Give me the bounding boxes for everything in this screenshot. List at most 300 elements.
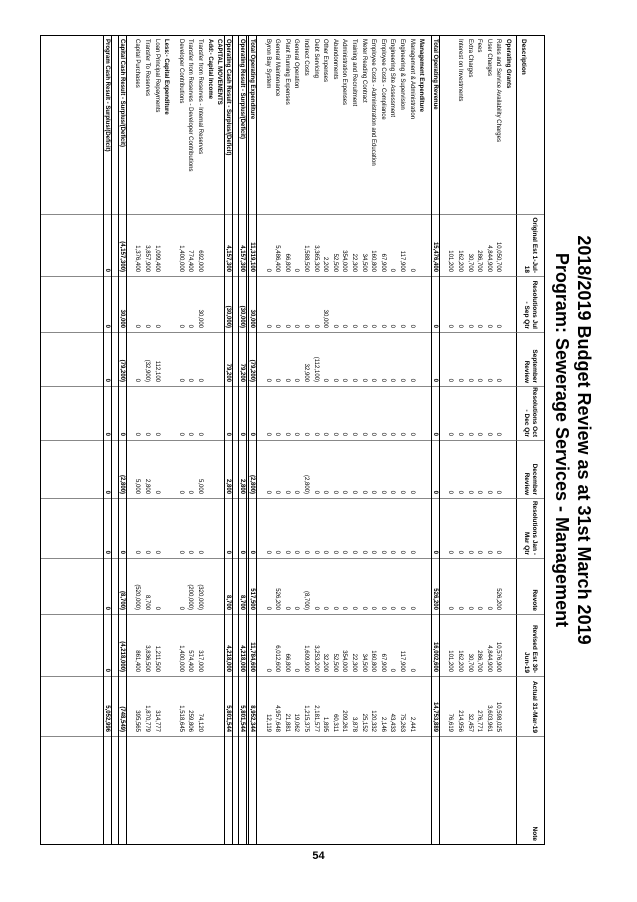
cell-res1: 0 bbox=[177, 324, 184, 328]
cell-orig: 1,099,400 bbox=[153, 245, 160, 272]
total-row bbox=[103, 36, 112, 844]
cell-sep: 0 bbox=[457, 378, 463, 382]
cell-res1: 0 bbox=[495, 324, 502, 328]
cell-res1: 0 bbox=[466, 324, 473, 328]
cell-rev: 0 bbox=[389, 606, 396, 610]
cell-note bbox=[119, 736, 126, 840]
cell-res3: 0 bbox=[239, 550, 246, 554]
cell-res2 bbox=[503, 386, 512, 436]
table-row bbox=[387, 36, 396, 844]
header-actual: Actual 31-Mar-19 bbox=[516, 676, 544, 736]
cell-orig: 2,200 bbox=[322, 256, 329, 272]
cell-actual: 2,441 bbox=[408, 716, 415, 732]
cell-res1: 0 bbox=[303, 324, 309, 328]
cell-dec: 2,800 bbox=[224, 478, 231, 494]
table-row bbox=[464, 36, 473, 844]
cell-dec: 5,000 bbox=[197, 478, 203, 494]
cell-res2 bbox=[204, 386, 213, 436]
cell-res3: 0 bbox=[370, 550, 377, 554]
cell-res3: 0 bbox=[283, 550, 290, 554]
cell-dec: 0 bbox=[466, 490, 473, 494]
cell-res2: 0 bbox=[322, 432, 329, 436]
cell-res3: 0 bbox=[249, 550, 255, 554]
cell-res2: 0 bbox=[457, 432, 463, 436]
cell-revised: 354,000 bbox=[341, 650, 348, 672]
cell-rev: 0 bbox=[331, 606, 338, 610]
cell-sep: 79,200 bbox=[224, 363, 231, 382]
cell-desc: Fees bbox=[476, 39, 483, 53]
cell-res2: 0 bbox=[303, 432, 309, 436]
total-row bbox=[248, 36, 257, 844]
cell-desc: Transfer from Reserves - Developer Contributions bbox=[187, 39, 194, 172]
cell-res1: 30,000 bbox=[197, 309, 203, 328]
cell-sep: 0 bbox=[274, 378, 281, 382]
header-res3: Resolutions Jan - Mar Qtr bbox=[516, 498, 544, 558]
cell-res2: 0 bbox=[274, 432, 281, 436]
cell-note bbox=[104, 736, 111, 840]
cell-orig: 4,157,300 bbox=[224, 245, 231, 272]
cell-desc: Management & Administration bbox=[408, 39, 415, 120]
cell-note bbox=[358, 736, 367, 840]
cell-rev bbox=[161, 558, 170, 610]
cell-res3: 0 bbox=[408, 550, 415, 554]
cell-revised: 30,700 bbox=[466, 653, 473, 672]
rotated-budget-page bbox=[40, 35, 595, 845]
cell-note bbox=[132, 736, 141, 840]
cell-note bbox=[272, 736, 281, 840]
cell-res3 bbox=[503, 498, 512, 554]
table-row bbox=[378, 36, 387, 844]
cell-revised: 3,836,500 bbox=[144, 645, 150, 672]
budget-table bbox=[40, 35, 545, 845]
cell-res2: 0 bbox=[153, 432, 160, 436]
cell-desc: Rates and Service Availability Charges bbox=[495, 39, 502, 142]
cell-res3: 0 bbox=[389, 550, 396, 554]
cell-actual: 120,332 bbox=[370, 710, 377, 732]
cell-note bbox=[291, 736, 300, 840]
cell-res1 bbox=[204, 276, 213, 328]
table-row bbox=[397, 36, 406, 844]
cell-sep: 0 bbox=[379, 378, 386, 382]
cell-res3: 0 bbox=[379, 550, 386, 554]
cell-res3: 0 bbox=[341, 550, 348, 554]
cell-res2: 0 bbox=[360, 432, 367, 436]
cell-actual: 1,895 bbox=[322, 716, 329, 732]
cell-dec: 0 bbox=[360, 490, 367, 494]
total-row bbox=[238, 36, 247, 844]
cell-sep: (32,900) bbox=[144, 359, 150, 382]
cell-revised: (4,218,000) bbox=[118, 641, 125, 672]
cell-res1: 0 bbox=[476, 324, 483, 328]
cell-res3: 0 bbox=[274, 550, 281, 554]
cell-desc: Abandonments bbox=[331, 39, 338, 80]
cell-res3: 0 bbox=[312, 550, 319, 554]
cell-orig: 66,800 bbox=[283, 253, 290, 272]
cell-actual: 2,146 bbox=[379, 716, 386, 732]
cell-actual: 14,753,889 bbox=[431, 701, 438, 732]
table-row bbox=[176, 36, 185, 844]
cell-res2: 0 bbox=[370, 432, 377, 436]
cell-revised: 0 bbox=[264, 668, 271, 672]
cell-orig: 0 bbox=[293, 268, 300, 272]
cell-res3: 0 bbox=[399, 550, 405, 554]
cell-desc: Less:- Capital Expenditure bbox=[163, 39, 170, 115]
cell-desc: Meter Reading Contract bbox=[360, 39, 367, 103]
cell-orig: 52,500 bbox=[331, 253, 338, 272]
cell-desc: Transfer To Reserves bbox=[144, 39, 150, 97]
cell-orig: 774,400 bbox=[187, 250, 194, 272]
cell-res1 bbox=[161, 276, 170, 328]
cell-revised: 0 bbox=[389, 668, 396, 672]
cell-res3: 0 bbox=[187, 550, 194, 554]
cell-orig: 34,500 bbox=[360, 253, 367, 272]
cell-actual: 43,433 bbox=[389, 713, 396, 732]
cell-dec: 0 bbox=[447, 490, 454, 494]
cell-note bbox=[387, 736, 396, 840]
cell-dec: 0 bbox=[322, 490, 329, 494]
cell-revised: 6,012,600 bbox=[274, 645, 281, 672]
cell-res3 bbox=[204, 498, 213, 554]
cell-res1: 0 bbox=[293, 324, 300, 328]
table-row bbox=[406, 36, 415, 844]
cell-desc: Management Expenditure bbox=[418, 39, 425, 113]
cell-rev: 0 bbox=[153, 606, 160, 610]
cell-res3: 0 bbox=[485, 550, 492, 554]
table-row bbox=[330, 36, 339, 844]
cell-revised bbox=[503, 614, 512, 672]
cell-desc: Engineering & Supervision bbox=[399, 39, 405, 110]
cell-actual bbox=[214, 676, 223, 732]
cell-actual: 3,878 bbox=[351, 716, 357, 732]
cell-rev: 0 bbox=[322, 606, 329, 610]
cell-orig: 3,365,300 bbox=[312, 245, 319, 272]
cell-actual: 21,881 bbox=[283, 713, 290, 732]
cell-dec: 0 bbox=[408, 490, 415, 494]
cell-sep: 0 bbox=[466, 378, 473, 382]
cell-res2: 0 bbox=[134, 432, 141, 436]
cell-desc: Plant Running Expenses bbox=[283, 39, 290, 105]
cell-orig: 692,000 bbox=[197, 250, 203, 272]
cell-dec: 0 bbox=[104, 490, 111, 494]
cell-rev: 526,200 bbox=[274, 588, 281, 610]
cell-orig bbox=[204, 214, 213, 272]
cell-rev: 8,700 bbox=[224, 594, 231, 610]
cell-res1 bbox=[503, 276, 512, 328]
cell-revised: 67,900 bbox=[379, 653, 386, 672]
cell-revised: 0 bbox=[408, 668, 415, 672]
cell-res2: 0 bbox=[312, 432, 319, 436]
cell-sep: 0 bbox=[476, 378, 483, 382]
table-row bbox=[291, 36, 300, 844]
cell-actual bbox=[416, 676, 425, 732]
total-row bbox=[224, 36, 233, 844]
cell-desc: Capital Cash Result - Surplus/(Deficit) bbox=[118, 39, 125, 148]
cell-res1: 0 bbox=[370, 324, 377, 328]
cell-res2: 0 bbox=[389, 432, 396, 436]
cell-orig bbox=[214, 214, 223, 272]
cell-note bbox=[214, 736, 223, 840]
cell-sep: 0 bbox=[370, 378, 377, 382]
cell-res1: 0 bbox=[134, 324, 141, 328]
cell-note bbox=[484, 736, 493, 840]
cell-rev bbox=[416, 558, 425, 610]
cell-note bbox=[320, 736, 329, 840]
report-title: 2018/2019 Budget Review as at 31st March 2019 bbox=[574, 235, 594, 645]
cell-sep: 112,100 bbox=[153, 360, 160, 382]
header-note: Note bbox=[516, 736, 544, 844]
cell-orig: 354,000 bbox=[341, 250, 348, 272]
cell-note bbox=[185, 736, 194, 840]
cell-rev: (520,000) bbox=[134, 584, 141, 610]
cell-sep: 0 bbox=[408, 378, 415, 382]
cell-actual: 1,518,645 bbox=[177, 705, 184, 732]
cell-sep: 0 bbox=[351, 378, 357, 382]
table-row bbox=[455, 36, 464, 844]
cell-revised: 286,700 bbox=[476, 650, 483, 672]
table-row bbox=[349, 36, 358, 844]
cell-note bbox=[176, 736, 185, 840]
cell-dec: 0 bbox=[389, 490, 396, 494]
cell-res2: 0 bbox=[476, 432, 483, 436]
cell-actual: 10,598,025 bbox=[495, 701, 502, 732]
cell-sep: (112,100) bbox=[312, 356, 319, 382]
cell-revised bbox=[214, 614, 223, 672]
cell-res1: 0 bbox=[187, 324, 194, 328]
cell-res3: 0 bbox=[264, 550, 271, 554]
cell-res2: 0 bbox=[485, 432, 492, 436]
cell-sep: (79,200) bbox=[249, 359, 255, 382]
cell-sep: 32,900 bbox=[303, 363, 309, 382]
cell-rev bbox=[503, 558, 512, 610]
cell-dec: 0 bbox=[495, 490, 502, 494]
cell-res1: 0 bbox=[351, 324, 357, 328]
cell-note bbox=[225, 736, 232, 840]
cell-note bbox=[195, 736, 204, 840]
cell-res1: 0 bbox=[104, 324, 111, 328]
cell-orig: 1,376,400 bbox=[134, 245, 141, 272]
cell-res2 bbox=[416, 386, 425, 436]
cell-dec: 0 bbox=[370, 490, 377, 494]
cell-sep: 0 bbox=[293, 378, 300, 382]
cell-res2: 0 bbox=[495, 432, 502, 436]
cell-res1: 0 bbox=[399, 324, 405, 328]
cell-actual: 19,062 bbox=[293, 713, 300, 732]
cell-revised bbox=[204, 614, 213, 672]
cell-revised: 66,800 bbox=[283, 653, 290, 672]
cell-note bbox=[432, 736, 439, 840]
cell-note bbox=[282, 736, 291, 840]
cell-rev bbox=[214, 558, 223, 610]
header-rev: Revote bbox=[516, 558, 544, 614]
cell-rev: (200,000) bbox=[187, 584, 194, 610]
cell-revised: 4,844,900 bbox=[485, 645, 492, 672]
cell-actual: 214,956 bbox=[457, 710, 463, 732]
cell-note bbox=[378, 736, 387, 840]
cell-revised: 4,218,000 bbox=[224, 645, 231, 672]
cell-orig: 101,200 bbox=[447, 250, 454, 272]
cell-note bbox=[151, 736, 160, 840]
cell-desc: Other Expenses bbox=[322, 39, 329, 83]
cell-note bbox=[464, 736, 473, 840]
cell-sep bbox=[204, 332, 213, 382]
cell-desc: Operating Grants bbox=[505, 39, 511, 89]
cell-desc: Engineering Site Assessment bbox=[389, 39, 396, 118]
table-row bbox=[474, 36, 483, 844]
table-row bbox=[214, 36, 223, 844]
cell-note bbox=[330, 736, 339, 840]
cell-res2: 0 bbox=[466, 432, 473, 436]
cell-res3: 0 bbox=[104, 550, 111, 554]
header-res2: Resolutions Oct - Dec Qtr bbox=[516, 386, 544, 440]
cell-sep: 0 bbox=[495, 378, 502, 382]
cell-note bbox=[503, 736, 512, 840]
cell-rev: 0 bbox=[264, 606, 271, 610]
cell-res2: 0 bbox=[447, 432, 454, 436]
table-row bbox=[204, 36, 213, 844]
cell-sep: 0 bbox=[283, 378, 290, 382]
cell-res2: 0 bbox=[293, 432, 300, 436]
cell-actual: 75,263 bbox=[399, 713, 405, 732]
table-row bbox=[272, 36, 281, 844]
cell-rev: 0 bbox=[408, 606, 415, 610]
cell-res2: 0 bbox=[379, 432, 386, 436]
cell-sep: (79,200) bbox=[118, 359, 125, 382]
cell-actual: 276,771 bbox=[476, 710, 483, 732]
cell-orig: 117,900 bbox=[399, 250, 405, 272]
cell-res1: 0 bbox=[153, 324, 160, 328]
cell-res2: 0 bbox=[399, 432, 405, 436]
cell-res2: 0 bbox=[177, 432, 184, 436]
cell-actual: 74,120 bbox=[197, 713, 203, 732]
cell-dec: 0 bbox=[283, 490, 290, 494]
cell-orig: 0 bbox=[104, 268, 111, 272]
cell-sep: 0 bbox=[360, 378, 367, 382]
table-row bbox=[358, 36, 367, 844]
cell-res3: 0 bbox=[431, 550, 438, 554]
cell-sep bbox=[214, 332, 223, 382]
cell-rev: 526,200 bbox=[495, 588, 502, 610]
cell-dec: 0 bbox=[476, 490, 483, 494]
cell-dec: 0 bbox=[187, 490, 194, 494]
cell-orig: 5,486,400 bbox=[274, 245, 281, 272]
cell-note bbox=[339, 736, 348, 840]
cell-revised: 10,576,900 bbox=[495, 641, 502, 672]
cell-rev: 0 bbox=[457, 606, 463, 610]
cell-rev: 0 bbox=[312, 606, 319, 610]
cell-revised: 861,400 bbox=[134, 650, 141, 672]
cell-orig: 0 bbox=[408, 268, 415, 272]
cell-dec: (2,800) bbox=[303, 474, 309, 494]
cell-sep bbox=[416, 332, 425, 382]
cell-res1: 0 bbox=[485, 324, 492, 328]
cell-sep: 0 bbox=[331, 378, 338, 382]
cell-dec: 0 bbox=[341, 490, 348, 494]
cell-desc: Total Operating Revenue bbox=[431, 39, 438, 110]
cell-rev: 0 bbox=[177, 606, 184, 610]
cell-sep: 0 bbox=[485, 378, 492, 382]
cell-desc: Employee Costs - Administration and Education bbox=[370, 39, 377, 166]
cell-dec bbox=[214, 440, 223, 494]
cell-dec: 0 bbox=[379, 490, 386, 494]
cell-desc: CAPITAL MOVEMENTS bbox=[216, 39, 223, 105]
cell-orig bbox=[503, 214, 512, 272]
cell-desc: Transfer from Reserves - Internal Reserves bbox=[197, 39, 203, 155]
cell-note bbox=[204, 736, 213, 840]
cell-orig: 162,200 bbox=[457, 250, 463, 272]
cell-dec: 2,800 bbox=[239, 478, 246, 494]
cell-rev: 0 bbox=[360, 606, 367, 610]
cell-rev: 0 bbox=[466, 606, 473, 610]
cell-note bbox=[301, 736, 310, 840]
cell-desc: Debt Servicing bbox=[312, 39, 319, 79]
cell-rev: 517,500 bbox=[249, 588, 255, 610]
header-dec: December Review bbox=[516, 440, 544, 498]
table-row bbox=[262, 36, 271, 844]
cell-sep: 0 bbox=[322, 378, 329, 382]
cell-note bbox=[445, 736, 454, 840]
cell-desc: Extra Charges bbox=[466, 39, 473, 78]
total-row bbox=[431, 36, 440, 844]
cell-res3: 0 bbox=[476, 550, 483, 554]
table-row bbox=[161, 36, 170, 844]
cell-actual: 5,801,544 bbox=[239, 705, 246, 732]
cell-revised: 52,500 bbox=[331, 653, 338, 672]
cell-rev: 0 bbox=[370, 606, 377, 610]
header-orig: Original Est 1-Jul-18 bbox=[516, 214, 544, 276]
cell-sep: 0 bbox=[264, 378, 271, 382]
cell-sep: 0 bbox=[431, 378, 438, 382]
cell-orig: 10,050,700 bbox=[495, 241, 502, 272]
cell-res1: 0 bbox=[312, 324, 319, 328]
cell-res2: 0 bbox=[187, 432, 194, 436]
cell-res2: 0 bbox=[197, 432, 203, 436]
cell-revised: 11,784,600 bbox=[249, 642, 255, 672]
header-desc: Description bbox=[516, 36, 544, 214]
cell-res2: 0 bbox=[408, 432, 415, 436]
table-row bbox=[445, 36, 454, 844]
cell-sep: 0 bbox=[447, 378, 454, 382]
cell-orig: 3,857,900 bbox=[144, 245, 150, 272]
cell-actual: 8,952,344 bbox=[249, 705, 255, 732]
cell-res3: 0 bbox=[360, 550, 367, 554]
cell-revised: 160,800 bbox=[370, 650, 377, 672]
cell-res1: 0 bbox=[447, 324, 454, 328]
cell-revised: 574,400 bbox=[187, 650, 194, 672]
cell-res3: 0 bbox=[134, 550, 141, 554]
table-row bbox=[493, 36, 502, 844]
cell-note bbox=[397, 736, 406, 840]
cell-rev: 8,700 bbox=[239, 594, 246, 610]
cell-res1: (30,000) bbox=[239, 305, 246, 328]
cell-rev: 0 bbox=[341, 606, 348, 610]
cell-res2: 0 bbox=[118, 432, 125, 436]
cell-actual: (748,549) bbox=[118, 706, 125, 732]
cell-revised: 4,218,000 bbox=[239, 645, 246, 672]
cell-dec bbox=[416, 440, 425, 494]
cell-desc: User Charges bbox=[485, 39, 492, 77]
cell-desc: Interest on Investments bbox=[457, 39, 463, 102]
cell-res3: 0 bbox=[197, 550, 203, 554]
table-row bbox=[339, 36, 348, 844]
cell-dec: 0 bbox=[351, 490, 357, 494]
cell-orig: 15,476,400 bbox=[431, 241, 438, 272]
cell-actual: 1,215,375 bbox=[303, 705, 309, 732]
cell-actual: 395,565 bbox=[134, 710, 141, 732]
cell-orig bbox=[161, 214, 170, 272]
cell-sep: 0 bbox=[104, 378, 111, 382]
cell-dec bbox=[204, 440, 213, 494]
page-number: 54 bbox=[312, 850, 325, 862]
